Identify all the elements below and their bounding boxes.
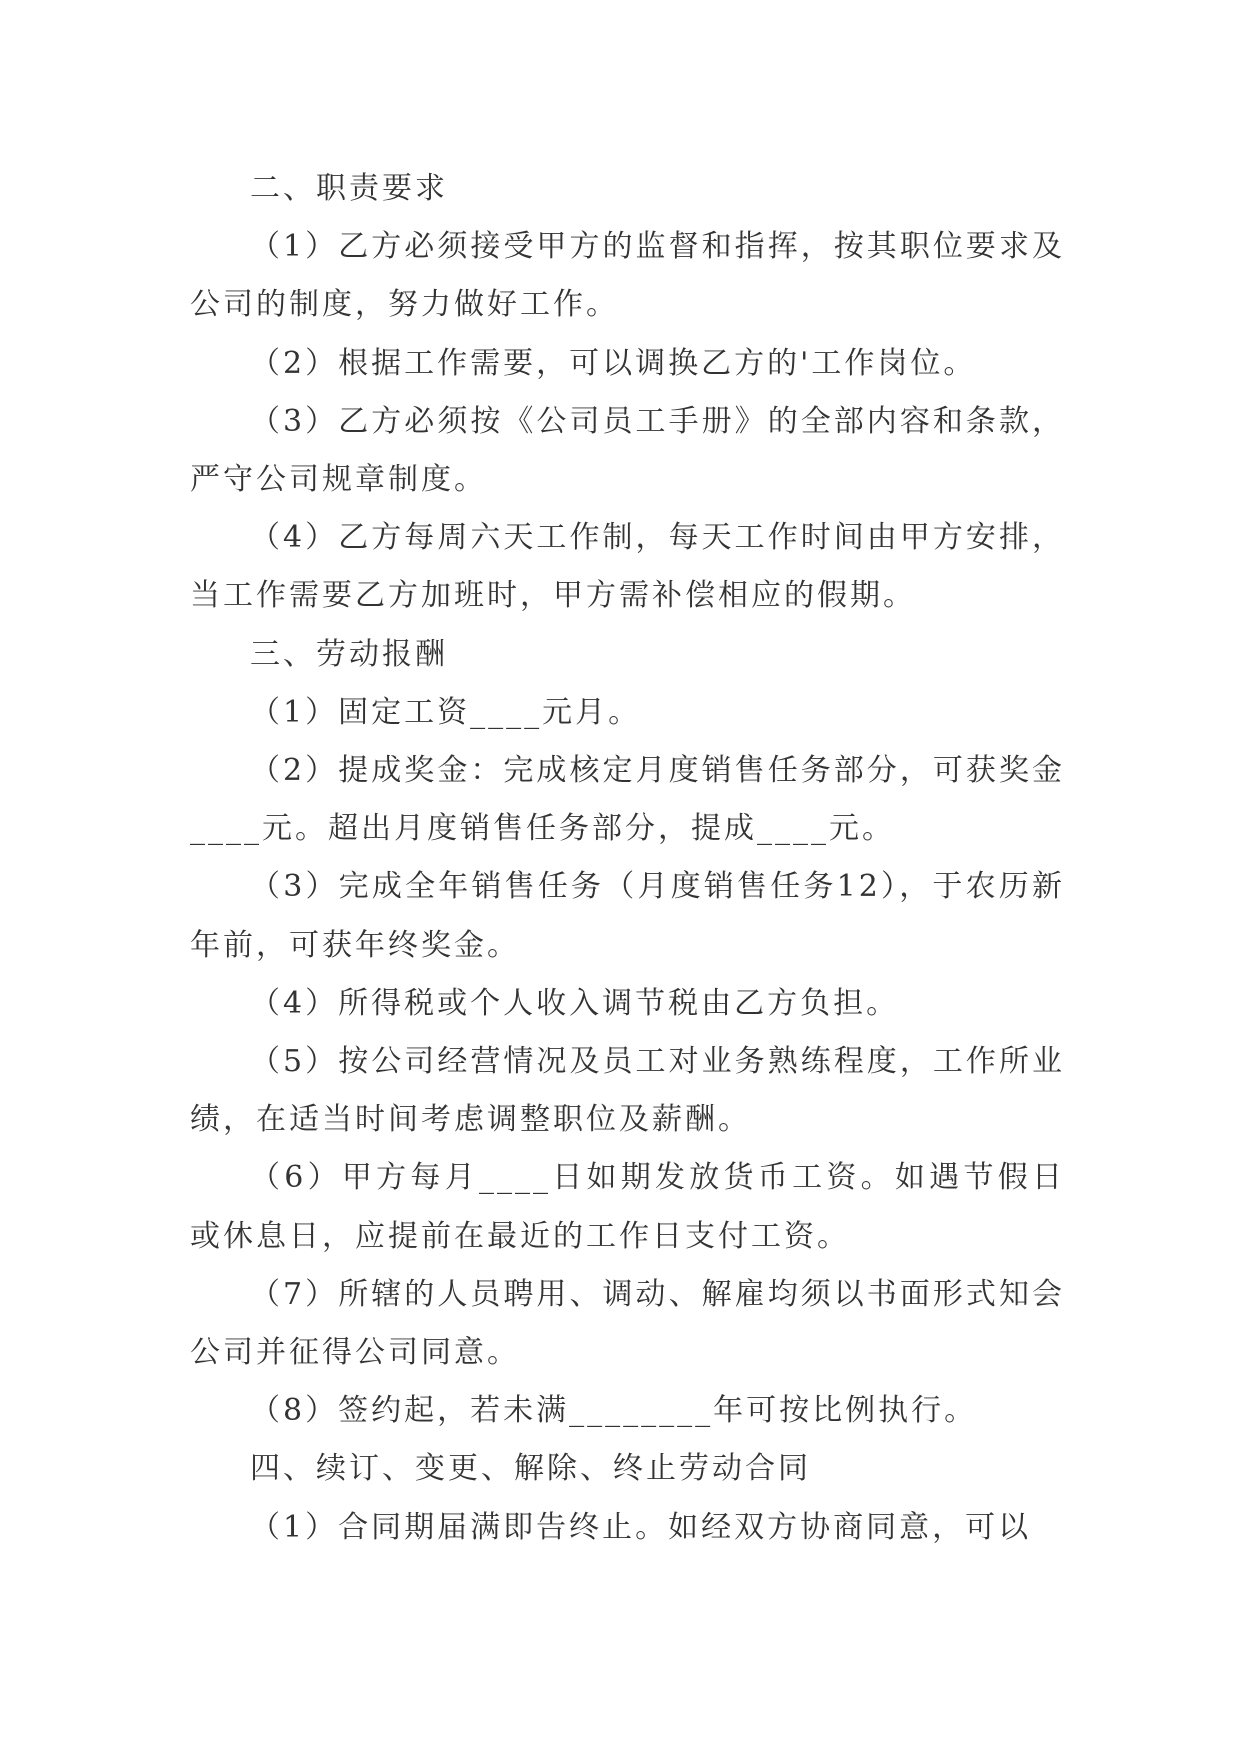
paragraph: （3）完成全年销售任务（月度销售任务12），于农历新年前，可获年终奖金。 [190, 869, 1065, 963]
paragraph: （1）合同期届满即告终止。如经双方协商同意，可以 [250, 1509, 1032, 1545]
paragraph: （8）签约起，若未满________年可按比例执行。 [250, 1393, 978, 1429]
paragraph: （6）甲方每月____日如期发放货币工资。如遇节假日或休息日，应提前在最近的工作日支付工资。 [190, 1160, 1065, 1254]
section-heading-contract-changes: 四、续订、变更、解除、终止劳动合同 [250, 1451, 811, 1487]
paragraph: （5）按公司经营情况及员工对业务熟练程度，工作所业绩，在适当时间考虑调整职位及薪酬。 [190, 1044, 1065, 1138]
paragraph: （2）根据工作需要，可以调换乙方的'工作岗位。 [250, 345, 977, 381]
paragraph: （3）乙方必须按《公司员工手册》的全部内容和条款，严守公司规章制度。 [190, 403, 1065, 498]
paragraph: （7）所辖的人员聘用、调动、解雇均须以书面形式知会公司并征得公司同意。 [190, 1276, 1065, 1371]
paragraph: （4）所得税或个人收入调节税由乙方负担。 [250, 985, 900, 1021]
paragraph: （2）提成奖金：完成核定月度销售任务部分，可获奖金____元。超出月度销售任务部分，提成____元。 [190, 753, 1065, 847]
section-heading-remuneration: 三、劳动报酬 [250, 636, 448, 672]
paragraph: （1）固定工资____元月。 [250, 694, 642, 730]
section-heading-duties: 二、职责要求 [250, 171, 448, 206]
paragraph: （1）乙方必须接受甲方的监督和指挥，按其职位要求及公司的制度，努力做好工作。 [190, 229, 1065, 323]
paragraph: （4）乙方每周六天工作制，每天工作时间由甲方安排，当工作需要乙方加班时，甲方需补偿相应的假期。 [190, 520, 1065, 614]
document-body [190, 160, 1065, 1557]
